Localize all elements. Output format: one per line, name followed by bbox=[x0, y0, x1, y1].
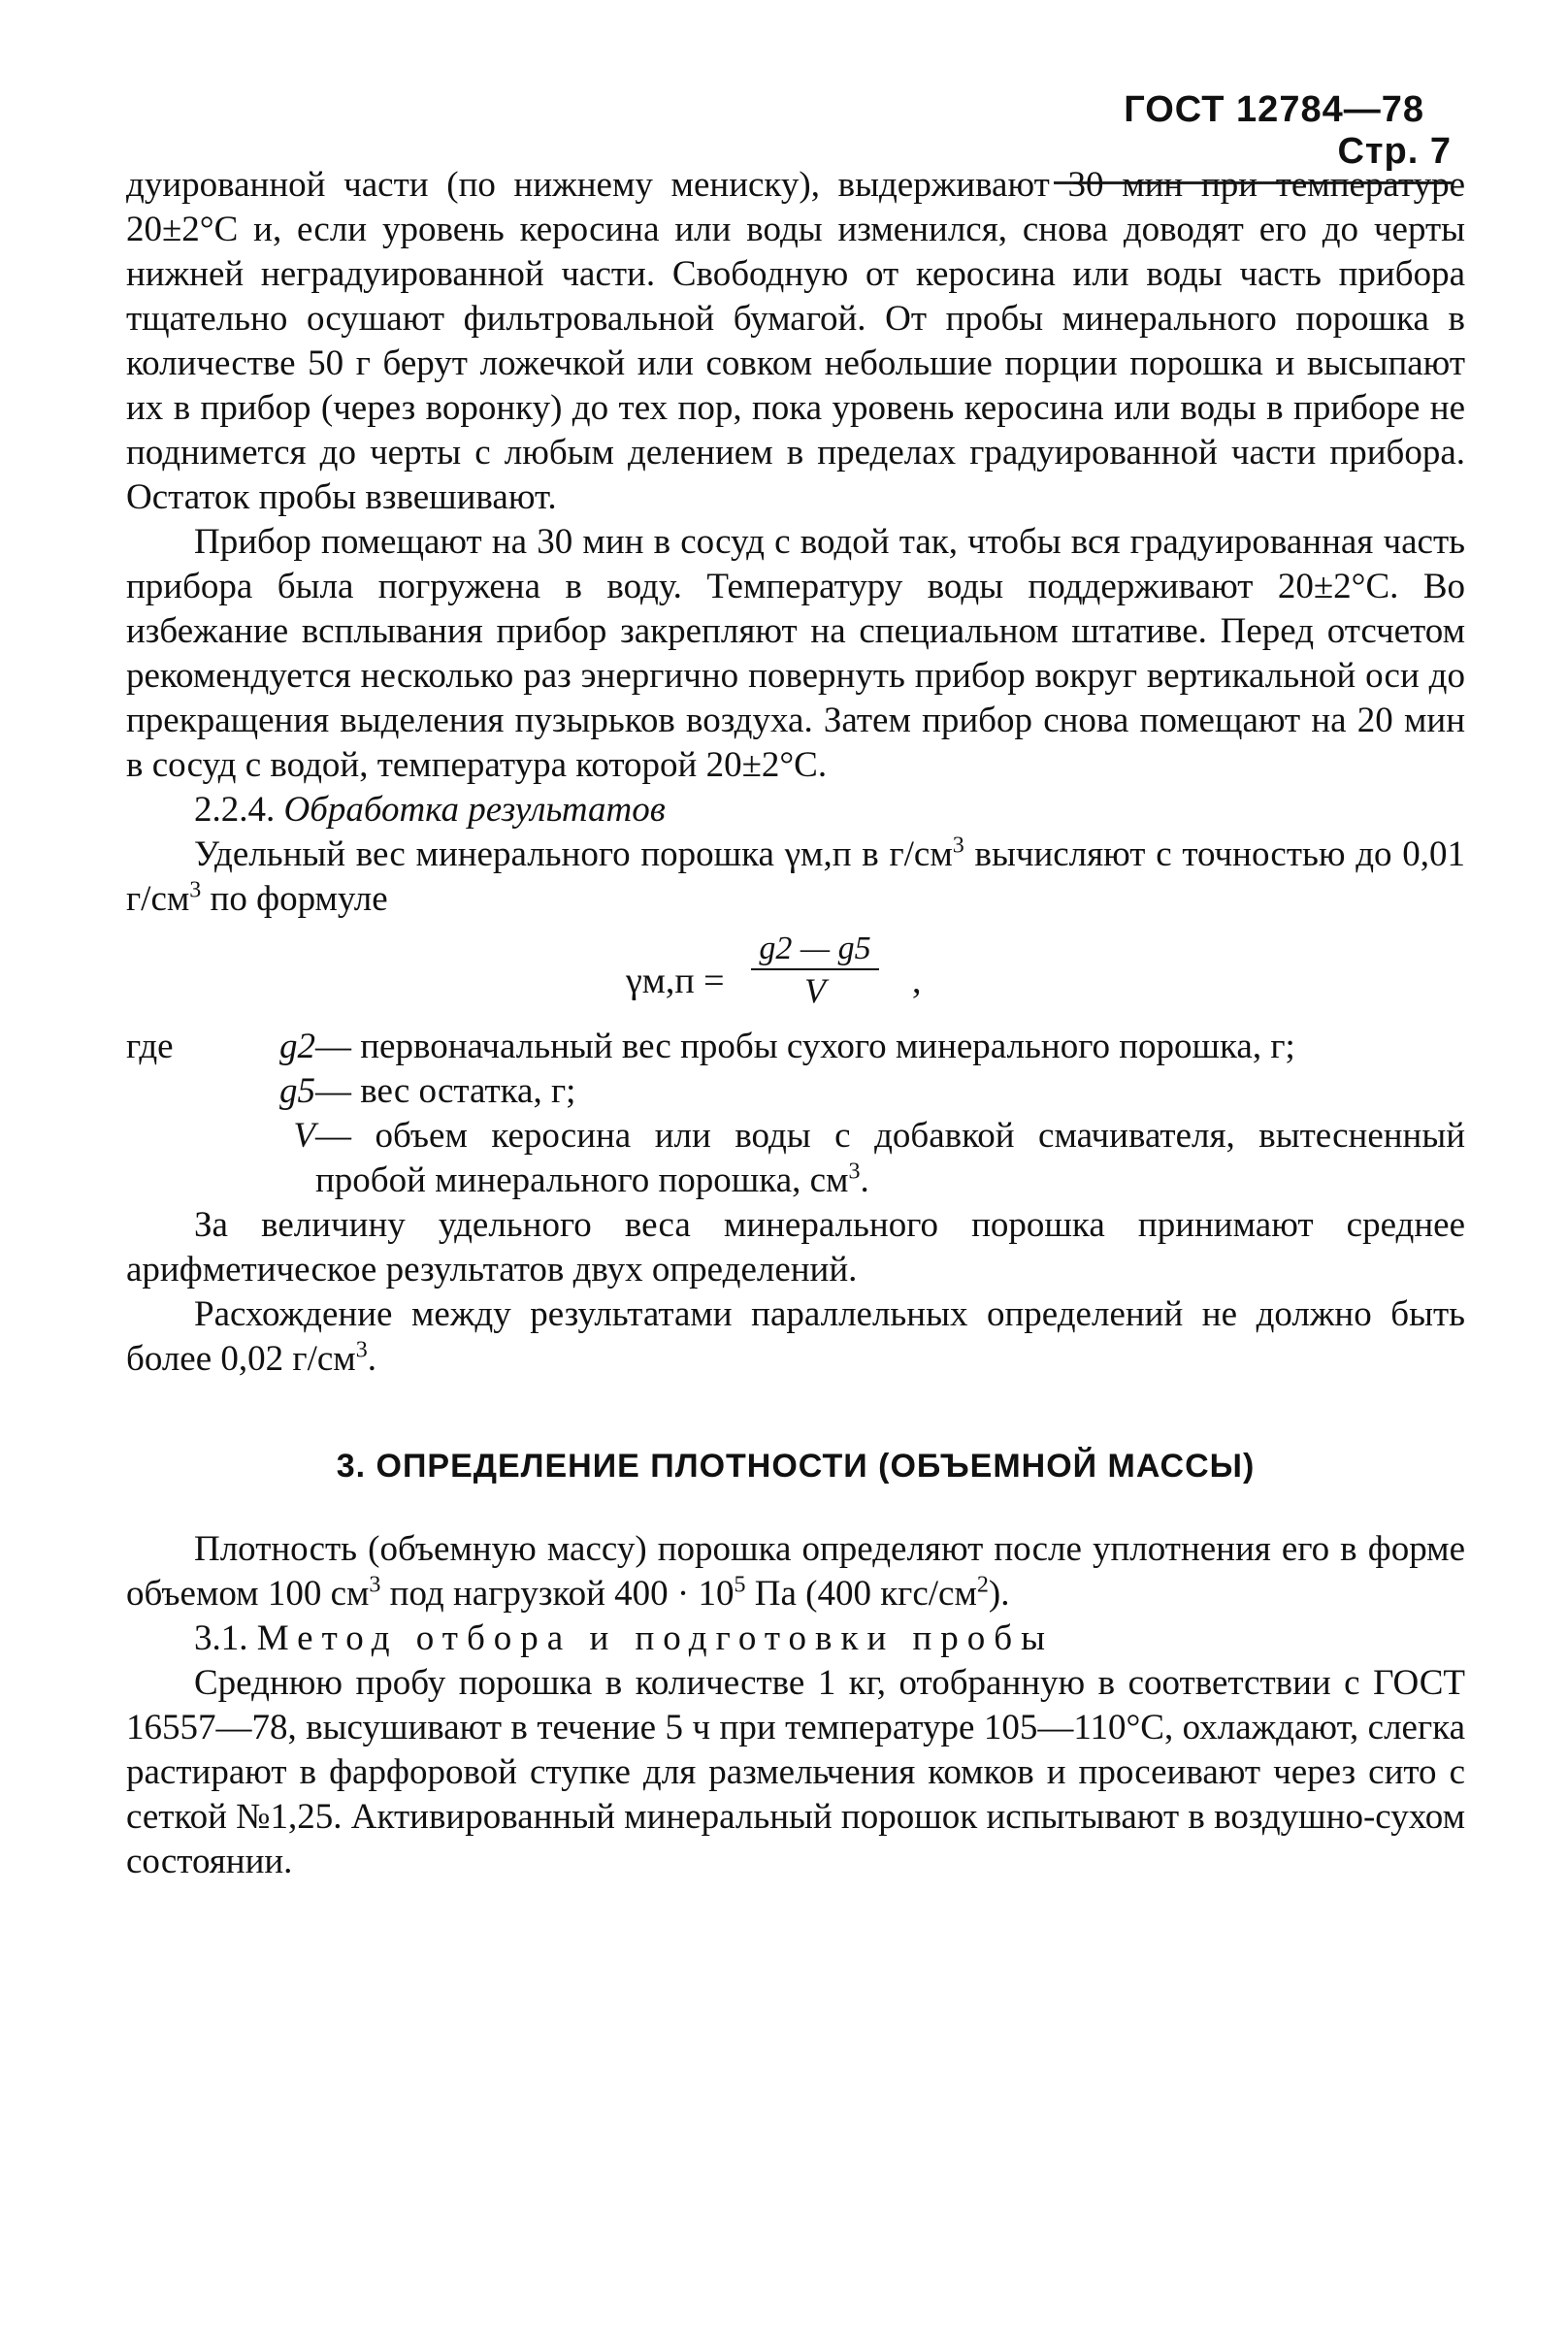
paragraph-sample-prep: Среднюю пробу порошка в количестве 1 кг, отобранную в соответствии с ГОСТ 16557—78, высушивают в течение 5 ч при температуре 105—110°С, охлаждают, слегка растирают в фарфоровой ступке для размельчения комков и просеивают через сито с сеткой №1,25. Активированный минеральный порошок испытывают в воздушно-сухом состоянии. bbox=[126, 1663, 1465, 1881]
definition-g2: где g2 — первоначальный вес пробы сухого минерального порошка, г; bbox=[126, 1027, 1295, 1066]
paragraph-discrepancy: Расхождение между результатами параллельных определений не должно быть более 0,02 $г/см^3$. bbox=[126, 1294, 1465, 1379]
definition-v: V — объем керосина или воды с добавкой смачивателя, вытесненный пробой минерального порошка, $см^3$. bbox=[293, 1116, 1465, 1200]
definition-g5: g5 — вес остатка, г; bbox=[279, 1071, 576, 1111]
paragraph-specific-gravity: Удельный вес минерального порошка γм,п в $г/см^3$ вычисляют с точностью до 0,01 $г/см^3$ по формуле bbox=[126, 833, 1466, 919]
paragraph-density: Плотность (объемную массу) порошка определяют после уплотнения его в форме объемом 100 $см^3$ под нагрузкой $400 \cdot 10^5$ Па (400 кгс/$см^2$). bbox=[126, 1529, 1465, 1614]
formula-numerator: g2 — g5 bbox=[759, 931, 871, 966]
header-doc-number: ГОСТ 12784—78 bbox=[1124, 89, 1424, 130]
subsection-number: 2.2.4. bbox=[194, 790, 276, 830]
formula-denominator: V bbox=[804, 971, 826, 1010]
formula-lhs: γм,п = bbox=[626, 961, 725, 1001]
subsection-title: Метод отбора и подготовки пробы bbox=[256, 1618, 1054, 1658]
formula-fraction bbox=[747, 930, 883, 1011]
page-header bbox=[1044, 89, 1452, 173]
subsection-3-1-heading bbox=[126, 1616, 1465, 1661]
subsection-number: 3.1. bbox=[194, 1618, 248, 1658]
body-text bbox=[126, 163, 1465, 1884]
specific-gravity-formula: γм,п = g2 — g5 V , bbox=[626, 931, 922, 1010]
subsection-2-2-4-heading bbox=[126, 788, 1465, 833]
paragraph-average: За величину удельного веса минерального порошка принимают среднее арифметическое результатов двух определений. bbox=[126, 1205, 1465, 1290]
section-3-title: 3. ОПРЕДЕЛЕНИЕ ПЛОТНОСТИ (ОБЪЕМНОЙ МАССЫ) bbox=[336, 1448, 1256, 1485]
paragraph-device-water: Прибор помещают на 30 мин в сосуд с водой так, чтобы вся градуированная часть прибора была погружена в воду. Температуру воды поддерживают 20±2°С. Во избежание всплывания прибор закрепляют на специальном штативе. Перед отсчетом рекомендуется несколько раз энергично повернуть прибор вокруг вертикальной оси до прекращения выделения пузырьков воздуха. Затем прибор снова помещают на 20 мин в сосуд с водой, температура которой 20±2°С. bbox=[126, 522, 1465, 785]
header-page-number: Стр. 7 bbox=[1337, 131, 1452, 172]
gamma-symbol: γм,п bbox=[784, 834, 852, 874]
formula-definitions bbox=[126, 1025, 1465, 1203]
subsection-title: Обработка результатов bbox=[283, 790, 666, 830]
paragraph-continuation: дуированной части (по нижнему мениску), выдерживают 30 мин при температуре 20±2°С и, если уровень керосина или воды изменился, снова доводят его до черты нижней неградуированной части. Свободную от керосина или воды часть прибора тщательно осушают фильтровальной бумагой. От пробы минерального порошка в количестве 50 г берут ложечкой или совком небольшие порции порошка и высыпают их в прибор (через воронку) до тех пор, пока уровень керосина или воды в приборе не поднимется до черты с любым делением в пределах градуированной части прибора. Остаток пробы взвешивают. bbox=[126, 165, 1465, 517]
